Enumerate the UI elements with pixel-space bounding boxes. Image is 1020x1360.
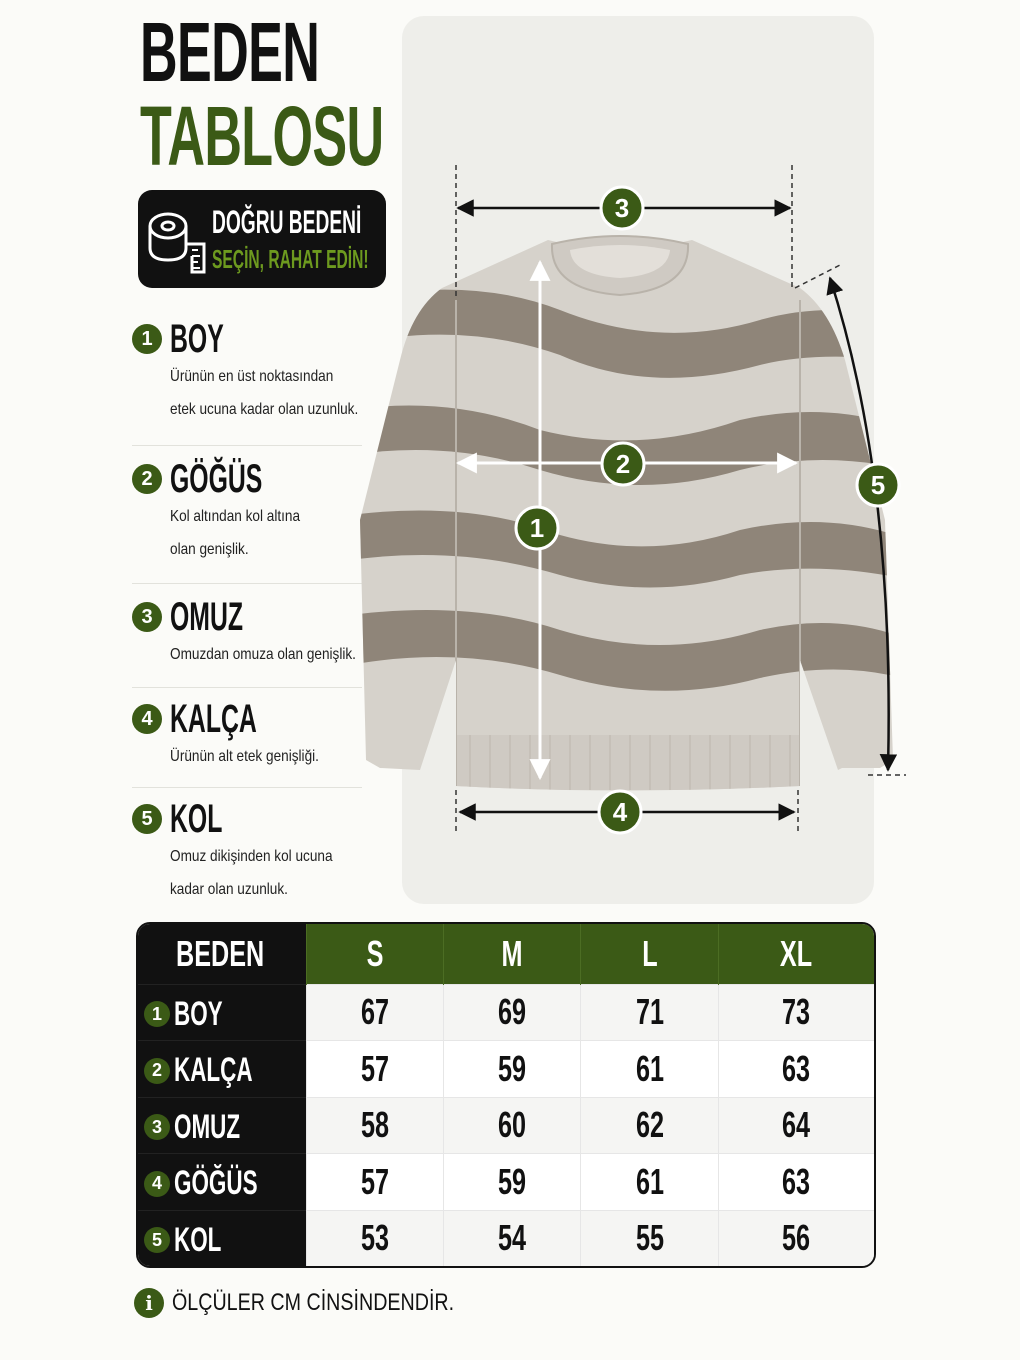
legend-item-kol bbox=[132, 788, 362, 898]
row-label: 1 BOY bbox=[138, 984, 306, 1041]
legend-name: KOL bbox=[170, 796, 223, 841]
legend-desc: etek ucuna kadar olan uzunluk. bbox=[170, 401, 359, 418]
table-cell: 53 bbox=[306, 1210, 443, 1266]
number-badge: 3 bbox=[132, 602, 162, 632]
table-row bbox=[138, 1210, 874, 1266]
legend-name: OMUZ bbox=[170, 594, 244, 639]
row-label: 5 KOL bbox=[138, 1210, 306, 1266]
table-cell: 57 bbox=[306, 1154, 443, 1211]
legend-item-kalca bbox=[132, 688, 362, 788]
number-badge: 2 bbox=[144, 1058, 170, 1084]
dim-label-kol: 5 bbox=[870, 470, 886, 500]
legend-desc: Kol altından kol altına bbox=[170, 508, 301, 525]
table-cell: 58 bbox=[306, 1097, 443, 1154]
measurement-legend bbox=[132, 318, 362, 898]
legend-item-boy bbox=[132, 318, 362, 446]
size-table bbox=[136, 922, 876, 1268]
legend-desc: kadar olan uzunluk. bbox=[170, 881, 288, 898]
number-badge: 4 bbox=[132, 704, 162, 734]
sweater-image bbox=[350, 230, 910, 810]
table-row bbox=[138, 1154, 874, 1211]
table-cell: 62 bbox=[581, 1097, 718, 1154]
tip-badge bbox=[138, 190, 386, 288]
badge-line-1: DOĞRU BEDENİ bbox=[212, 204, 362, 240]
badge-line-2: SEÇİN, RAHAT EDİN! bbox=[212, 244, 369, 274]
size-header-m: M bbox=[443, 924, 580, 984]
number-badge: 2 bbox=[132, 464, 162, 494]
dimension-marker-kol bbox=[857, 464, 899, 506]
row-label: 3 OMUZ bbox=[138, 1097, 306, 1154]
table-cell: 63 bbox=[718, 1041, 874, 1098]
number-badge: 3 bbox=[144, 1114, 170, 1140]
table-cell: 56 bbox=[718, 1210, 874, 1266]
table-cell: 63 bbox=[718, 1154, 874, 1211]
dim-label-kalca: 4 bbox=[612, 797, 628, 827]
size-header-xl: XL bbox=[718, 924, 874, 984]
table-cell: 71 bbox=[581, 984, 718, 1041]
table-cell: 61 bbox=[581, 1154, 718, 1211]
table-cell: 59 bbox=[443, 1041, 580, 1098]
legend-desc: Omuzdan omuza olan genişlik. bbox=[170, 646, 356, 663]
dimension-marker-gogus bbox=[602, 443, 644, 485]
table-cell: 54 bbox=[443, 1210, 580, 1266]
dim-label-omuz: 3 bbox=[614, 193, 630, 223]
number-badge: 5 bbox=[132, 804, 162, 834]
table-row bbox=[138, 1041, 874, 1098]
dimension-marker-kalca bbox=[599, 791, 641, 833]
table-cell: 69 bbox=[443, 984, 580, 1041]
row-label: 2 KALÇA bbox=[138, 1041, 306, 1098]
legend-desc: Ürünün en üst noktasından bbox=[170, 368, 334, 385]
number-badge: 4 bbox=[144, 1171, 170, 1197]
table-cell: 61 bbox=[581, 1041, 718, 1098]
table-cell: 55 bbox=[581, 1210, 718, 1266]
dimension-marker-boy bbox=[516, 507, 558, 549]
footnote bbox=[134, 1288, 516, 1318]
legend-item-gogus bbox=[132, 446, 362, 584]
size-header-l: L bbox=[581, 924, 718, 984]
number-badge: 1 bbox=[132, 324, 162, 354]
number-badge: 5 bbox=[144, 1227, 170, 1253]
size-header-s: S bbox=[306, 924, 443, 984]
dim-label-gogus: 2 bbox=[615, 449, 631, 479]
legend-desc: Ürünün alt etek genişliği. bbox=[170, 748, 319, 765]
legend-name: BOY bbox=[170, 316, 224, 361]
measuring-tape-icon bbox=[146, 204, 208, 274]
footnote-text: ÖLÇÜLER CM CİNSİNDENDİR. bbox=[172, 1289, 455, 1316]
row-label: 4 GÖĞÜS bbox=[138, 1154, 306, 1211]
title-line-1: BEDEN bbox=[140, 5, 320, 99]
legend-name: KALÇA bbox=[170, 696, 257, 741]
table-row bbox=[138, 984, 874, 1041]
title-line-2: TABLOSU bbox=[140, 89, 384, 183]
legend-name: GÖĞÜS bbox=[170, 456, 263, 501]
table-cell: 67 bbox=[306, 984, 443, 1041]
dim-label-boy: 1 bbox=[529, 513, 545, 543]
table-cell: 73 bbox=[718, 984, 874, 1041]
legend-item-omuz bbox=[132, 584, 362, 688]
table-cell: 57 bbox=[306, 1041, 443, 1098]
legend-desc: Omuz dikişinden kol ucuna bbox=[170, 848, 333, 865]
table-cell: 59 bbox=[443, 1154, 580, 1211]
legend-desc: olan genişlik. bbox=[170, 541, 249, 558]
table-cell: 64 bbox=[718, 1097, 874, 1154]
info-icon: i bbox=[134, 1288, 164, 1318]
table-corner-label: BEDEN bbox=[138, 924, 306, 984]
table-cell: 60 bbox=[443, 1097, 580, 1154]
number-badge: 1 bbox=[144, 1001, 170, 1027]
dimension-marker-omuz bbox=[601, 187, 643, 229]
table-row bbox=[138, 1097, 874, 1154]
table-header-row bbox=[138, 924, 874, 984]
